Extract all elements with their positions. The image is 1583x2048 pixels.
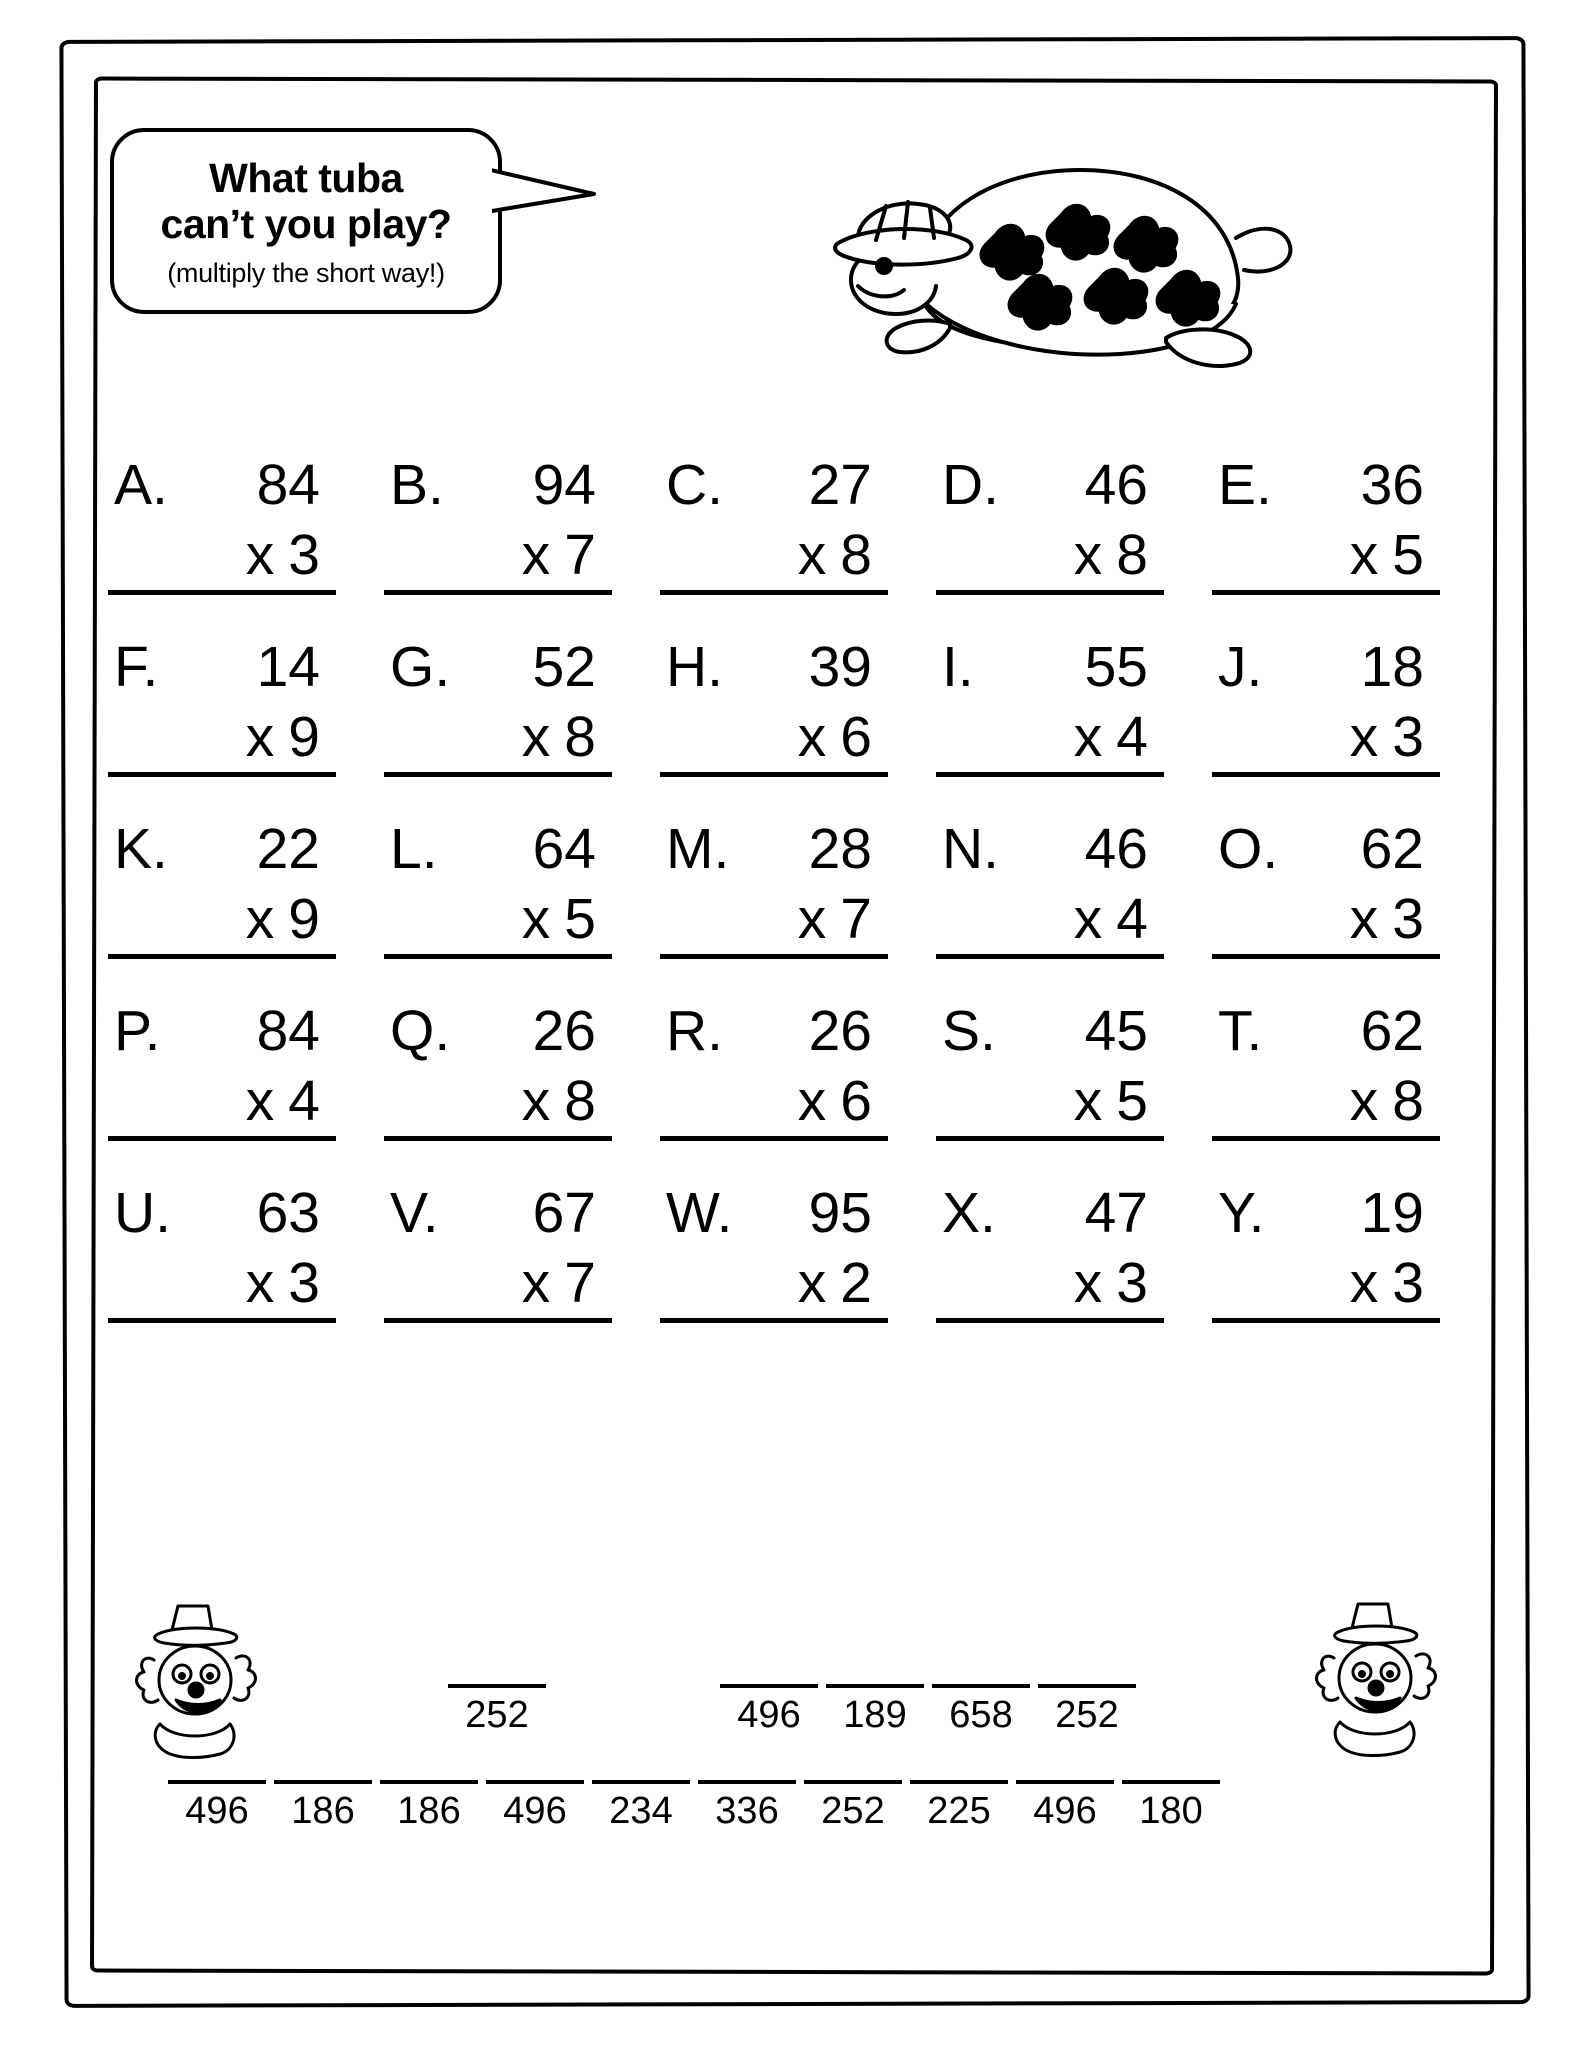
problem-cell <box>660 998 936 1180</box>
problem-letter: Y. <box>1218 1181 1265 1245</box>
answer-blank: 496 <box>1016 1780 1114 1833</box>
problem-top-number: 52 <box>532 635 596 699</box>
problem-bottom-number: 8 <box>1116 523 1148 587</box>
question-line-1: What tuba <box>209 155 403 201</box>
problem-bottom-number: 3 <box>1392 1251 1424 1315</box>
multiply-operator: x <box>245 887 275 951</box>
problem-bottom-number: 3 <box>1392 887 1424 951</box>
problem-letter: S. <box>942 999 996 1063</box>
multiply-operator: x <box>1073 705 1103 769</box>
problem-bottom-number: 6 <box>840 1069 872 1133</box>
problem-top-number: 84 <box>256 453 320 517</box>
problem-bottom-number: 3 <box>1116 1251 1148 1315</box>
problem-letter: H. <box>666 635 723 699</box>
problem-letter: K. <box>114 817 168 881</box>
problem-cell <box>660 452 936 634</box>
multiply-operator: x <box>521 887 551 951</box>
answer-blank: 252 <box>1038 1684 1136 1737</box>
multiply-operator: x <box>1349 523 1379 587</box>
problem-top-number: 62 <box>1360 999 1424 1063</box>
problem-top-number: 14 <box>256 635 320 699</box>
problem-bottom-number: 3 <box>288 1251 320 1315</box>
multiply-operator: x <box>521 523 551 587</box>
problem-letter: L. <box>390 817 438 881</box>
problem-bottom-number: 5 <box>1116 1069 1148 1133</box>
problem-top-number: 67 <box>532 1181 596 1245</box>
problem-bottom-number: 8 <box>1392 1069 1424 1133</box>
problem-bottom-number: 8 <box>840 523 872 587</box>
problem-top-number: 45 <box>1084 999 1148 1063</box>
problem-top-number: 26 <box>808 999 872 1063</box>
problem-row <box>108 816 1488 998</box>
multiply-operator: x <box>1349 1069 1379 1133</box>
multiply-operator: x <box>245 1069 275 1133</box>
problem-bottom-number: 3 <box>1392 705 1424 769</box>
problem-letter: J. <box>1218 635 1263 699</box>
problem-row <box>108 1180 1488 1362</box>
multiply-operator: x <box>521 1069 551 1133</box>
answer-blank: 180 <box>1122 1780 1220 1833</box>
problem-bottom-number: 5 <box>1392 523 1424 587</box>
turtle-icon <box>800 118 1320 380</box>
problem-bottom-number: 8 <box>564 705 596 769</box>
problem-letter: D. <box>942 453 999 517</box>
multiply-operator: x <box>797 887 827 951</box>
problem-top-number: 46 <box>1084 453 1148 517</box>
answer-blank: 336 <box>698 1780 796 1833</box>
problem-row <box>108 634 1488 816</box>
problem-letter: B. <box>390 453 444 517</box>
problem-top-number: 47 <box>1084 1181 1148 1245</box>
multiply-operator: x <box>521 705 551 769</box>
problem-cell <box>1212 634 1488 816</box>
multiply-operator: x <box>797 523 827 587</box>
multiply-operator: x <box>1073 1069 1103 1133</box>
answer-blank: 496 <box>168 1780 266 1833</box>
problem-top-number: 22 <box>256 817 320 881</box>
multiply-operator: x <box>1073 887 1103 951</box>
problem-letter: I. <box>942 635 974 699</box>
problem-letter: W. <box>666 1181 733 1245</box>
problem-top-number: 64 <box>532 817 596 881</box>
problem-cell <box>384 1180 660 1362</box>
problem-cell <box>936 452 1212 634</box>
problem-letter: E. <box>1218 453 1272 517</box>
problem-cell <box>108 998 384 1180</box>
problem-cell <box>660 634 936 816</box>
problem-cell <box>384 816 660 998</box>
problem-letter: U. <box>114 1181 171 1245</box>
answer-blank: 234 <box>592 1780 690 1833</box>
answer-key <box>108 1600 1488 1860</box>
multiply-operator: x <box>1349 1251 1379 1315</box>
problem-top-number: 27 <box>808 453 872 517</box>
multiply-operator: x <box>1073 1251 1103 1315</box>
answer-blank: 496 <box>486 1780 584 1833</box>
problem-letter: Q. <box>390 999 451 1063</box>
multiply-operator: x <box>245 1251 275 1315</box>
multiply-operator: x <box>797 1069 827 1133</box>
problem-bottom-number: 2 <box>840 1251 872 1315</box>
answer-row-2 <box>168 1780 1228 1833</box>
problem-letter: R. <box>666 999 723 1063</box>
problem-cell <box>108 1180 384 1362</box>
problem-bottom-number: 3 <box>288 523 320 587</box>
problem-top-number: 63 <box>256 1181 320 1245</box>
problem-top-number: 84 <box>256 999 320 1063</box>
problem-cell <box>660 1180 936 1362</box>
problem-letter: T. <box>1218 999 1263 1063</box>
problem-bottom-number: 9 <box>288 705 320 769</box>
problem-bottom-number: 7 <box>840 887 872 951</box>
question-line-2: can’t you play? <box>160 200 452 247</box>
problem-top-number: 46 <box>1084 817 1148 881</box>
problem-cell <box>1212 816 1488 998</box>
problem-cell <box>936 1180 1212 1362</box>
problem-row <box>108 998 1488 1180</box>
problem-cell <box>1212 452 1488 634</box>
instruction-text: (multiply the short way!) <box>167 257 445 288</box>
problem-cell <box>108 634 384 816</box>
problem-row <box>108 452 1488 634</box>
answer-blank: 189 <box>826 1684 924 1737</box>
problem-top-number: 94 <box>532 453 596 517</box>
problem-bottom-number: 5 <box>564 887 596 951</box>
problem-top-number: 19 <box>1360 1181 1424 1245</box>
multiply-operator: x <box>1349 705 1379 769</box>
multiply-operator: x <box>245 705 275 769</box>
problem-letter: N. <box>942 817 999 881</box>
problem-letter: A. <box>114 453 168 517</box>
problem-top-number: 62 <box>1360 817 1424 881</box>
answer-blank: 496 <box>720 1684 818 1737</box>
multiply-operator: x <box>1349 887 1379 951</box>
multiply-operator: x <box>797 705 827 769</box>
problem-cell <box>936 998 1212 1180</box>
problem-top-number: 26 <box>532 999 596 1063</box>
problem-bottom-number: 7 <box>564 523 596 587</box>
problem-bottom-number: 9 <box>288 887 320 951</box>
problem-letter: M. <box>666 817 730 881</box>
problem-cell <box>1212 1180 1488 1362</box>
problem-top-number: 18 <box>1360 635 1424 699</box>
problem-bottom-number: 6 <box>840 705 872 769</box>
problem-bottom-number: 7 <box>564 1251 596 1315</box>
answer-blank: 186 <box>380 1780 478 1833</box>
problem-bottom-number: 4 <box>288 1069 320 1133</box>
problem-top-number: 39 <box>808 635 872 699</box>
problem-cell <box>384 998 660 1180</box>
problem-bottom-number: 4 <box>1116 705 1148 769</box>
problem-cell <box>936 634 1212 816</box>
problem-bottom-number: 4 <box>1116 887 1148 951</box>
problem-top-number: 55 <box>1084 635 1148 699</box>
multiply-operator: x <box>797 1251 827 1315</box>
problem-top-number: 95 <box>808 1181 872 1245</box>
problem-letter: X. <box>942 1181 996 1245</box>
problem-cell <box>936 816 1212 998</box>
answer-blank: 252 <box>804 1780 902 1833</box>
problem-top-number: 28 <box>808 817 872 881</box>
problem-letter: G. <box>390 635 451 699</box>
answer-blank: 225 <box>910 1780 1008 1833</box>
answer-blank: 252 <box>448 1684 546 1737</box>
problem-cell <box>384 634 660 816</box>
problem-letter: V. <box>390 1181 439 1245</box>
multiply-operator: x <box>521 1251 551 1315</box>
problem-cell <box>108 816 384 998</box>
problem-cell <box>1212 998 1488 1180</box>
problem-letter: C. <box>666 453 723 517</box>
problem-letter: O. <box>1218 817 1279 881</box>
problem-grid <box>108 452 1488 1362</box>
answer-blank: 658 <box>932 1684 1030 1737</box>
problem-cell <box>384 452 660 634</box>
answer-row-1 <box>448 1684 1144 1737</box>
problem-cell <box>108 452 384 634</box>
multiply-operator: x <box>1073 523 1103 587</box>
question-bubble <box>110 128 502 314</box>
problem-cell <box>660 816 936 998</box>
problem-letter: F. <box>114 635 159 699</box>
problem-bottom-number: 8 <box>564 1069 596 1133</box>
problem-letter: P. <box>114 999 161 1063</box>
multiply-operator: x <box>245 523 275 587</box>
answer-blank: 186 <box>274 1780 372 1833</box>
problem-top-number: 36 <box>1360 453 1424 517</box>
